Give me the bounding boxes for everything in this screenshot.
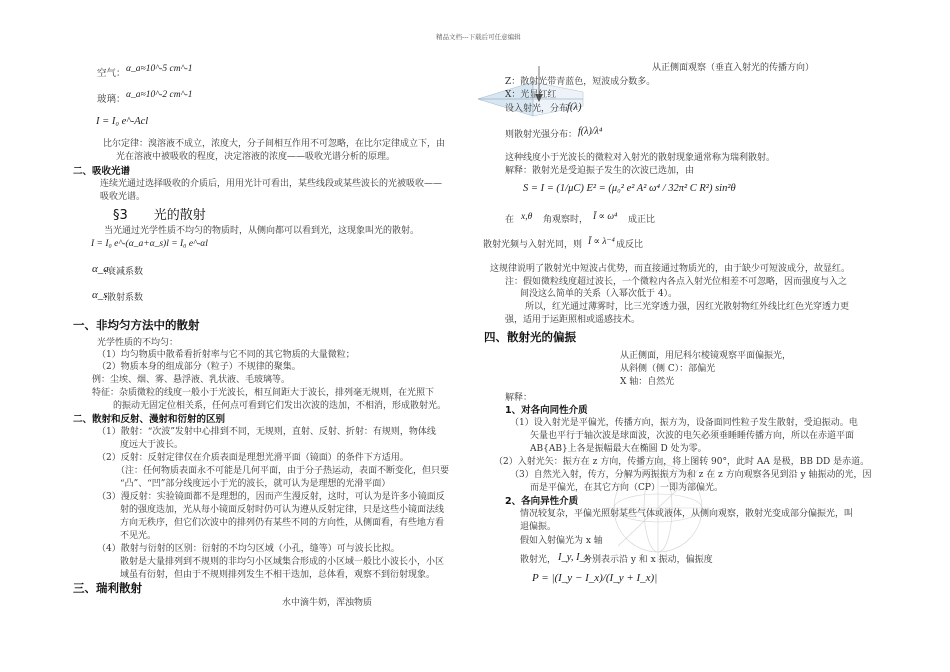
section-title-scattering: §3 光的散射 (113, 208, 206, 223)
heading-isotropic: 1、对各向同性介质 (505, 405, 588, 416)
inhomog-line-5: 特征：杂质微粒的线度一般小于光波长，相互间距大于波长，排列毫无规则，在光照下 (92, 388, 435, 398)
explanation-intro: 解释：散射光是受迫振子发生的次波已选加，由 (505, 166, 695, 176)
polar-line-1: 从正侧面，用尼科尔棱镜观察平面偏振光， (620, 351, 792, 361)
proportional-line-sym: Ī ∝ λ⁻⁴ (588, 237, 615, 247)
aniso-symbols: I_y, I_x (558, 552, 590, 563)
diff-line-7: 射的强度迭加，光从每小镜面反射时仍可认为遵从反射定律，只是这些小镜面法线 (120, 505, 445, 515)
constant-line-b: 角观察时， (543, 215, 589, 225)
proportional-line-b: 成反比 (616, 240, 644, 250)
heading-differences: 二、散射和反射、漫射和衍射的区别 (73, 414, 226, 425)
air-formula: α_a≈10^-5 cm^-1 (126, 64, 193, 74)
polarization-degree-formula: P = |(I_y − I_x)/(I_y + I_x)| (532, 572, 658, 584)
diff-line-10: （4）散射与衍射的区别：衍射的不均匀区域（小孔，缝等）可与波长比拟。 (97, 544, 400, 554)
aniso-line-3: 假如入射偏光为 x 轴 (520, 536, 603, 546)
law-line-1: 这规律说明了散射光中短波占优势，而直接通过物质光的，由于缺少可短波成分，故显红。 (490, 264, 851, 274)
heading-polarization: 四、散射光的偏振 (484, 330, 576, 344)
rayleigh-formula: S = I = (1/μC) E² = (μ₀² e² A² ω⁴ / 32π² C R²) sin²θ (523, 183, 736, 194)
law-line-4: 所以，红光通过薄雾时，比三光穿透力强，因红光散射物红外线比红色光穿透力更 (525, 302, 850, 312)
absorption-line-1: 连续光通过选择吸收的介质后，用用光计可看出，某些线段或某些波长的光被吸收—— (100, 179, 443, 189)
polar-line-3: X 轴：自然光 (620, 377, 675, 387)
inhomog-line-4: 例：尘埃、烟、雾、悬浮液、乳状液、毛玻璃等。 (92, 375, 291, 385)
incident-dist-label: 设入射光，分布 (505, 104, 569, 114)
side-observation: 从正侧面观察（垂直入射光的传播方向） (652, 63, 815, 73)
iso-line-4: （2）入射光矢：振方在 z 方向，传播方向，将上图转 90°，此时 AA 是极，BB DD 是赤道。 (494, 457, 870, 467)
constant-line-c: 成正比 (628, 215, 656, 225)
diff-line-6: （3）漫反射：实验镜面都不是理想的，因而产生漫反射，这时，可认为是许多小镜面反 (97, 492, 445, 502)
glass-formula: α_a≈10^-2 cm^-1 (126, 90, 193, 100)
beer-law-line-1: 比尔定律：溴溶液不成立，浓度大，分子间相互作用不可忽略，在比尔定律成立下，由 (103, 139, 446, 149)
diff-line-12: 域虽有衍射，但由于不规则排列发生不相干迭加，总体看，观察不到衍射现象。 (120, 570, 436, 580)
diff-line-8: 方向无秩序，但它们次波中的排列仍有某些不同的方向性，从侧面看，有些地方看 (120, 518, 445, 528)
polar-line-2: 从斜侧（侧 C）：部偏光 (620, 364, 716, 374)
x-observation: X：光显红红 (505, 90, 557, 100)
aniso-line-1: 情况较复杂，平偏光照射某些气体或液体，从侧向观察，散射光变成部分偏振光，叫 (520, 509, 854, 519)
constant-line-sym2: Ī ∝ ω⁴ (593, 212, 618, 222)
bottom-caption: 水中滴牛奶，浑浊物质 (282, 598, 373, 608)
aniso-line-4b: 分别表示沿 y 和 x 振动，偏振度 (583, 555, 713, 565)
explanation-2: 解释： (505, 393, 533, 403)
constant-line-sym: x,θ (521, 212, 533, 222)
heading-anisotropic: 2、各向异性介质 (505, 496, 579, 507)
heading-inhomogeneous: 一、非均匀方法中的散射 (73, 318, 200, 332)
iso-line-1: （1）设入射光是平偏光，传播方向，振方为，设备面同性粒子发生散射，受迫振动。电 (510, 418, 858, 428)
scattering-intro: 当光通过光学性质不均匀的物质时，从侧向都可以看到光，这现象叫光的散射。 (104, 226, 420, 236)
inhomog-line-1: 光学性质的不均匀： (97, 338, 179, 348)
iso-line-2: 矢量也平行于轴次波是球面波，次波的电矢必须垂睡睡传播方向，所以在赤道平面 (530, 431, 855, 441)
proportional-line-a: 散射光频与入射光同，则 (483, 240, 583, 250)
law-line-5: 强，适用于运距照相或遥感技术。 (505, 315, 641, 325)
heading-rayleigh: 三、瑞利散射 (73, 581, 142, 595)
intensity-formula: I = I₀ e^-Acl (96, 116, 149, 127)
diff-line-3: （2）反射：反射定律仅在介质表面是理想光滑平面（镜面）的条件下方适用。 (97, 453, 409, 463)
absorption-line-2: 吸收光谱。 (100, 192, 146, 202)
scattering-formula: I = I₀ e^-(α_a+α_s)l = I₀ e^-αl (91, 239, 208, 249)
inhomog-line-6: 的振动无固定位相关系，任何点可看到它们发出次波的迭加，不相消，形成散射光。 (113, 401, 447, 411)
diff-line-5: “凸”、“凹”部分线度远小于光的波长，就可认为是理想的光滑平面） (120, 479, 391, 489)
alpha-s-label: :散射系数 (104, 293, 144, 303)
inhomog-line-2: （1）均匀物质中散希看折射率与它不同的其它物质的大量微粒； (97, 350, 355, 360)
iso-line-5: （3）自然光入射，传方，分解为两振振方为和 z 在 z 方向观察各见到沿 y 轴振动的光，因 (510, 470, 872, 480)
diff-line-11: 散射是大量排列到不规则的非均匀小区域集合形成的小区域一般比小波长小，小区 (120, 557, 445, 567)
iso-line-6: 而是平偏光，在其它方向（CP）一即为部偏光。 (530, 483, 723, 493)
iso-line-3: AB{AB}上各是振幅最大在椭圆 D 处为零。 (530, 444, 707, 454)
glass-label: 玻璃： (97, 94, 126, 105)
alpha-s-symbol: α_s (92, 289, 108, 301)
inhomog-line-3: （2）物质本身的组成部分（粒子）不规律的聚集。 (97, 362, 301, 372)
alpha-a-label: :衰减系数 (104, 267, 144, 277)
diff-line-9: 不见光。 (120, 531, 157, 541)
alpha-a-symbol: α_a (92, 263, 109, 275)
diff-line-2: 度远大于波长。 (120, 440, 184, 450)
page-header: 精品文档---下载后可任意编辑 (436, 33, 521, 41)
beer-law-line-2: 光在溶液中被吸收的程度，决定溶液的浓度——吸收光谱分析的原理。 (116, 152, 396, 162)
aniso-line-4a: 散射光， (520, 555, 557, 565)
aniso-line-2: 退偏振。 (520, 522, 557, 532)
diff-line-1: （1）散射：“次波”发射中心排到不同，无规则，直射、反射、折射：有规则，物体线 (97, 427, 436, 437)
dipole-radiation-diagram (598, 446, 718, 576)
rayleigh-definition: 这种线度小于光波长的微粒对入射光的散射现象通常称为瑞利散射。 (505, 153, 776, 163)
air-label: 空气： (97, 68, 126, 79)
scatter-dist-label: 则散射光强分布： (505, 130, 578, 140)
z-observation: Z：散射光带青蓝色，短波成分数多。 (505, 77, 656, 87)
constant-line-a: 在 (505, 215, 515, 225)
law-line-2: 注：假如微粒线度超过波长，一个微粒内各点入射光位相差不可忽略，因而强度与入之 (505, 277, 848, 287)
heading-absorption-spectrum: 二、吸收光谱 (73, 166, 131, 177)
diff-line-4: （注：任何物质表面永不可能是几何平面，由于分子热运动，表面不断变化，但只要 (116, 466, 450, 476)
scatter-dist-symbol: f(λ)/λ⁴ (578, 126, 603, 137)
law-line-3: 间没这么简单的关系（入幂次低于 4）。 (520, 289, 678, 299)
incident-dist-symbol: f(λ) (567, 102, 582, 113)
